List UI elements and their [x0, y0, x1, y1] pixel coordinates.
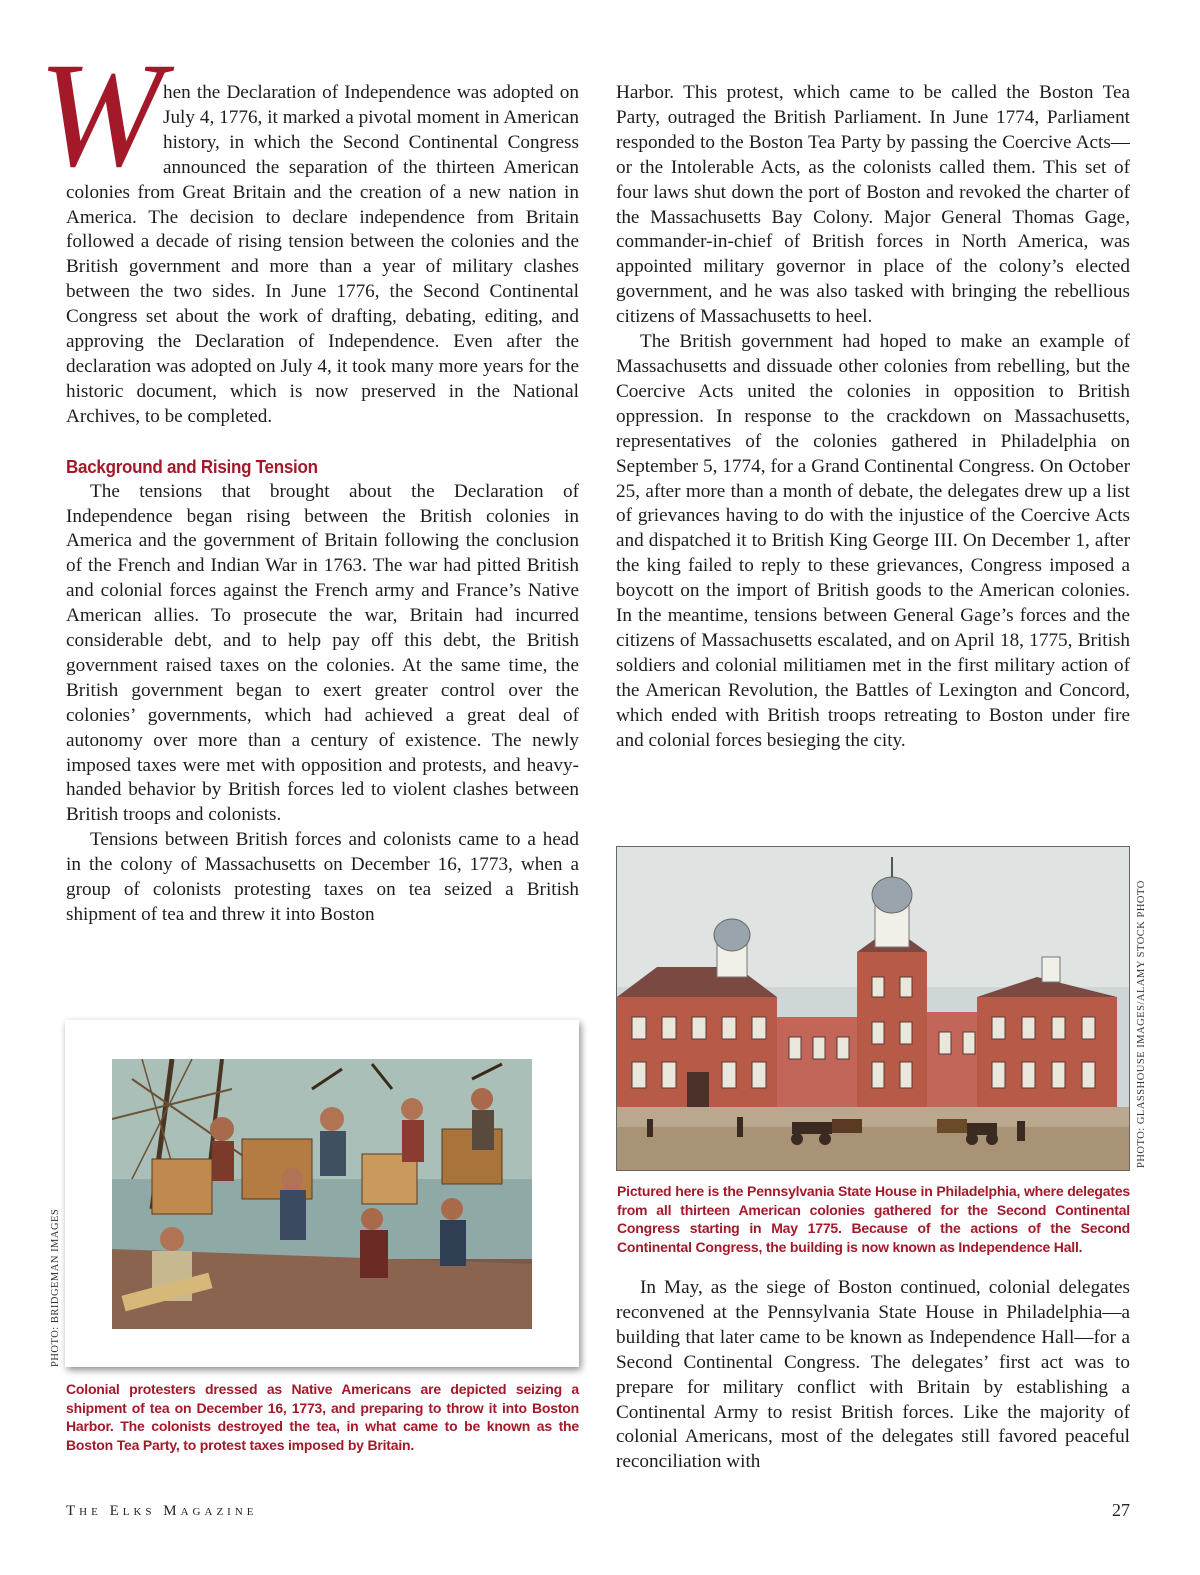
tea-party-photo-frame: [65, 1020, 579, 1367]
tea-party-caption-wrap: [66, 1380, 579, 1455]
state-house-caption: Pictured here is the Pennsylvania State House in Philadelphia, where delegates from all thirteen American colonies gathered for the Second Continental Congress starting in May 1775. Because of the actions of the Second Continental Congress, the building is now known as Independence Hall.: [617, 1183, 1130, 1256]
intro-text: hen the Declaration of Independence was adopted on July 4, 1776, it marked a pivotal moment in American history, in which the Second Continental Congress announced the separation of the thirteen American colonies from Great Britain and the creation of a new nation in America. The decision to declare independence from Britain followed a decade of rising tension between the colonies and the British government and more than a year of military clashes between the two sides. In June 1776, the Second Continental Congress set about the work of drafting, debating, editing, and approving the Declaration of Independence. Even after the declaration was adopted on July 4, it took many more years for the historic document, which is now preserved in the National Archives, to be completed.: [66, 82, 579, 427]
state-house-caption-wrap: [617, 1182, 1130, 1257]
right-column: [616, 81, 1130, 753]
paragraph-3-part-2: Harbor. This protest, which came to be called the Boston Tea Party, outraged the British Parliament. In June 1774, Parliament responded to the Boston Tea Party by passing the Coercive Acts—or the Intolerable Acts, as the colonists called them. This set of four laws shut down the port of Boston and revoked the charter of the Massachusetts Bay Colony. Major General Thomas Gage, commander-in-chief of British forces in North America, was appointed military governor in place of the colony’s elected government, and he was also tasked with bringing the rebellious citizens of Massachusetts to heel.: [616, 82, 1130, 328]
drop-cap: W: [38, 32, 157, 198]
tea-party-caption: Colonial protesters dressed as Native Americans are depicted seizing a shipment of tea on December 16, 1773, and preparing to throw it into Boston Harbor. The colonists destroyed the tea, in what came to be known as the Boston Tea Party, to protest taxes imposed by Britain.: [66, 1381, 579, 1454]
tea-party-illustration: [112, 1059, 532, 1329]
state-house-illustration: [617, 847, 1129, 1170]
page-number: 27: [1112, 1500, 1130, 1520]
tea-party-photo-credit: PHOTO: BRIDGEMAN IMAGES: [50, 1208, 61, 1367]
paragraph-2: The tensions that brought about the Declaration of Independence began rising between the British colonies in America and the government of Britain following the conclusion of the French and Indian War in 1763. The war had pitted British and colonial forces against the French army and France’s Native American allies. To prosecute the war, Britain had incurred considerable debt, and to help pay off this debt, the British government raised taxes on the colonies. At the same time, the British government began to exert greater control over the colonies’ governments, which had achieved a great deal of autonomy over more than a century of existence. The newly imposed taxes were met with opposition and protests, and heavy-handed behavior by British forces led to violent clashes between British troops and colonists.: [66, 480, 579, 826]
intro-paragraph: [38, 32, 579, 430]
state-house-photo-frame: [616, 846, 1130, 1171]
paragraph-4: The British government had hoped to make an example of Massachusetts and dissuade other colonies from rebelling, but the Coercive Acts united the colonies in opposition to British oppression. In response to the crackdown on Massachusetts, representatives of the colonies gathered in Philadelphia on September 5, 1774, for a Grand Continental Congress. On October 25, after more than a month of debate, the delegates drew up a list of grievances having to do with the injustice of the Coercive Acts and dispatched it to British King George III. On December 1, after the king failed to reply to these grievances, Congress imposed a boycott on the import of British goods to the American colonies. In the meantime, tensions between General Gage’s forces and the citizens of Massachusetts escalated, and on April 18, 1775, British soldiers and colonial militiamen met in the first military action of the American Revolution, the Battles of Lexington and Concord, which ended with British troops retreating to Boston under fire and colonial forces besieging the city.: [616, 331, 1130, 751]
right-column-lower: [616, 1276, 1130, 1475]
left-column: [38, 32, 579, 928]
paragraph-5: In May, as the siege of Boston continued, colonial delegates reconvened at the Pennsylvania State House in Philadelphia—a building that later came to be known as Independence Hall—for a Second Continental Congress. The delegates’ first act was to prepare for military conflict with Britain by establishing a Continental Army to resist British forces. Like the majority of colonial Americans, most of the delegates still favored peaceful reconciliation with: [616, 1277, 1130, 1473]
section-heading: Background and Rising Tension: [66, 455, 318, 477]
magazine-title: The Elks Magazine: [66, 1503, 258, 1519]
paragraph-3-part-1: Tensions between British forces and colonists came to a head in the colony of Massachusetts on December 16, 1773, when a group of colonists protesting taxes on tea seized a British shipment of tea and threw it into Boston: [66, 829, 579, 925]
state-house-photo-credit: PHOTO: GLASSHOUSE IMAGES/ALAMY STOCK PHOTO: [1136, 880, 1147, 1168]
